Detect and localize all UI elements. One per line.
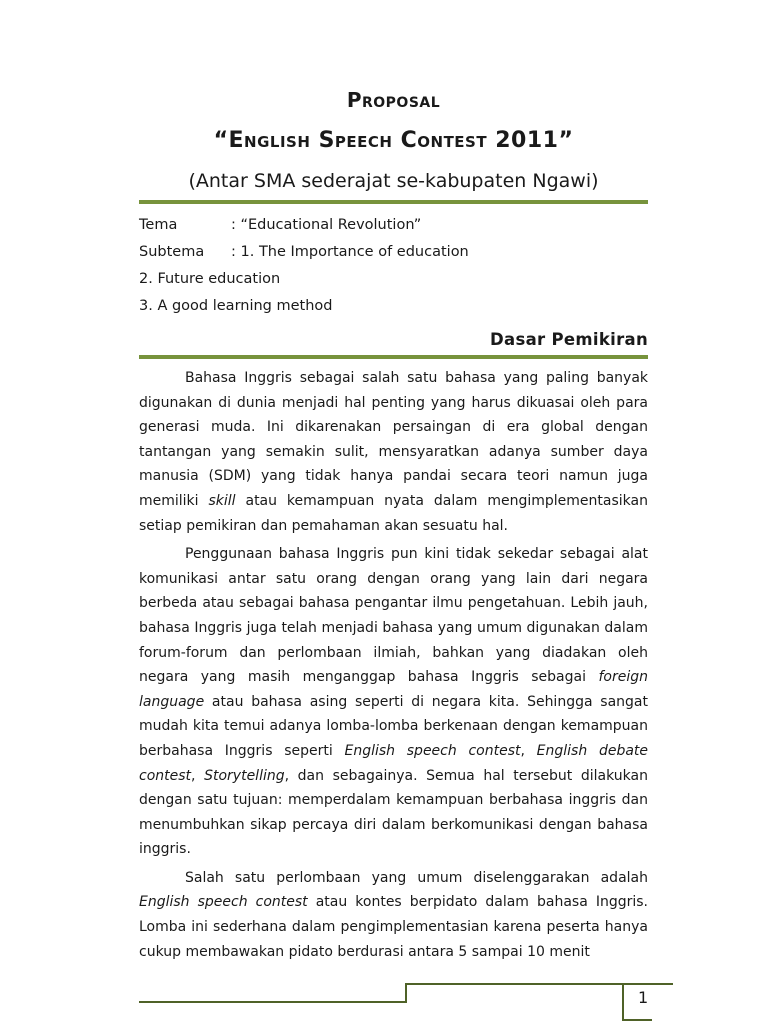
subtheme-label: Subtema xyxy=(139,244,205,260)
title-divider xyxy=(139,200,648,204)
footer-rule xyxy=(405,984,407,1003)
subtheme-row xyxy=(139,239,469,266)
paragraph-text: Penggunaan bahasa Inggris pun kini tidak sekedar sebagai alat komunikasi antar satu orang dengan orang yang lain dari negara berbeda atau sebagai bahasa pengantar ilmu pengetahuan. Lebih jauh, bahasa Inggris juga telah menjadi bahasa yang umum digunakan dalam forum-forum dan perlombaan ilmiah, bahkan yang diadakan oleh negara yang masih menganggap bahasa Inggris sebagai xyxy=(139,546,648,686)
section-divider xyxy=(139,355,648,359)
subtheme-item-row xyxy=(139,293,333,320)
contest-scope: (Antar SMA sederajat se-kabupaten Ngawi) xyxy=(188,170,599,192)
paragraph xyxy=(139,366,648,538)
document-title: Proposal xyxy=(346,88,441,112)
paragraph-text: Salah satu perlombaan yang umum diselenggarakan adalah xyxy=(185,869,648,886)
subtheme-item: 3. A good learning method xyxy=(139,298,333,314)
paragraph-text: Bahasa Inggris sebagai salah satu bahasa yang paling banyak digunakan di dunia menjadi hal penting yang harus dikuasai oleh para generasi muda. Ini dikarenakan persaingan di era global dengan tantangan yang semakin sulit, mensyaratkan adanya sumber daya manusia (SDM) yang tidak hanya pandai secara teori namun juga memiliki xyxy=(139,370,648,509)
paragraph-text: atau kemampuan nyata dalam mengimplementasikan setiap pemikiran dan pemahaman akan sesuatu hal. xyxy=(139,492,648,534)
paragraph-text: , xyxy=(191,767,205,784)
paragraph xyxy=(139,866,648,964)
paragraph-italic: Storytelling xyxy=(204,767,285,784)
paragraph-text: , dan sebagainya. Semua hal tersebut dilakukan dengan satu tujuan: memperdalam kemampuan berbahasa inggris dan menumbuhkan sikap percaya diri dalam berkomunikasi dengan bahasa inggris. xyxy=(139,767,648,858)
theme-value: : “Educational Revolution” xyxy=(231,217,422,233)
paragraph xyxy=(139,542,648,862)
footer-rule xyxy=(405,983,673,985)
page-number: 1 xyxy=(638,988,649,1007)
section-heading: Dasar Pemikiran xyxy=(490,330,648,349)
body-text xyxy=(139,366,648,968)
paragraph-italic: skill xyxy=(208,492,236,509)
footer-rule xyxy=(622,983,624,1021)
footer-rule xyxy=(139,1001,407,1003)
paragraph-italic: English speech contest xyxy=(139,894,308,911)
theme-label: Tema xyxy=(139,217,178,233)
footer-rule xyxy=(622,1019,652,1021)
paragraph-text: atau bahasa asing seperti di negara kita. Sehingga sangat mudah kita temui adanya lomba-lomba berkenaan dengan kemampuan berbahasa Inggris seperti xyxy=(139,693,648,759)
contest-title: “English Speech Contest 2011” xyxy=(213,128,574,153)
paragraph-italic: English debate contest xyxy=(139,742,649,784)
paragraph-text: , xyxy=(520,742,537,759)
subtheme-item-row xyxy=(139,266,280,293)
paragraph-italic: foreign language xyxy=(139,669,648,710)
theme-row xyxy=(139,212,421,239)
paragraph-italic: English speech contest xyxy=(344,742,521,759)
subtheme-item: 2. Future education xyxy=(139,271,281,287)
paragraph-text: atau kontes berpidato dalam bahasa Inggris. Lomba ini sederhana dalam pengimplementasian karena peserta hanya cukup membawakan pidato berdurasi antara 5 sampai 10 menit xyxy=(139,894,648,960)
subtheme-item: : 1. The Importance of education xyxy=(231,244,469,260)
